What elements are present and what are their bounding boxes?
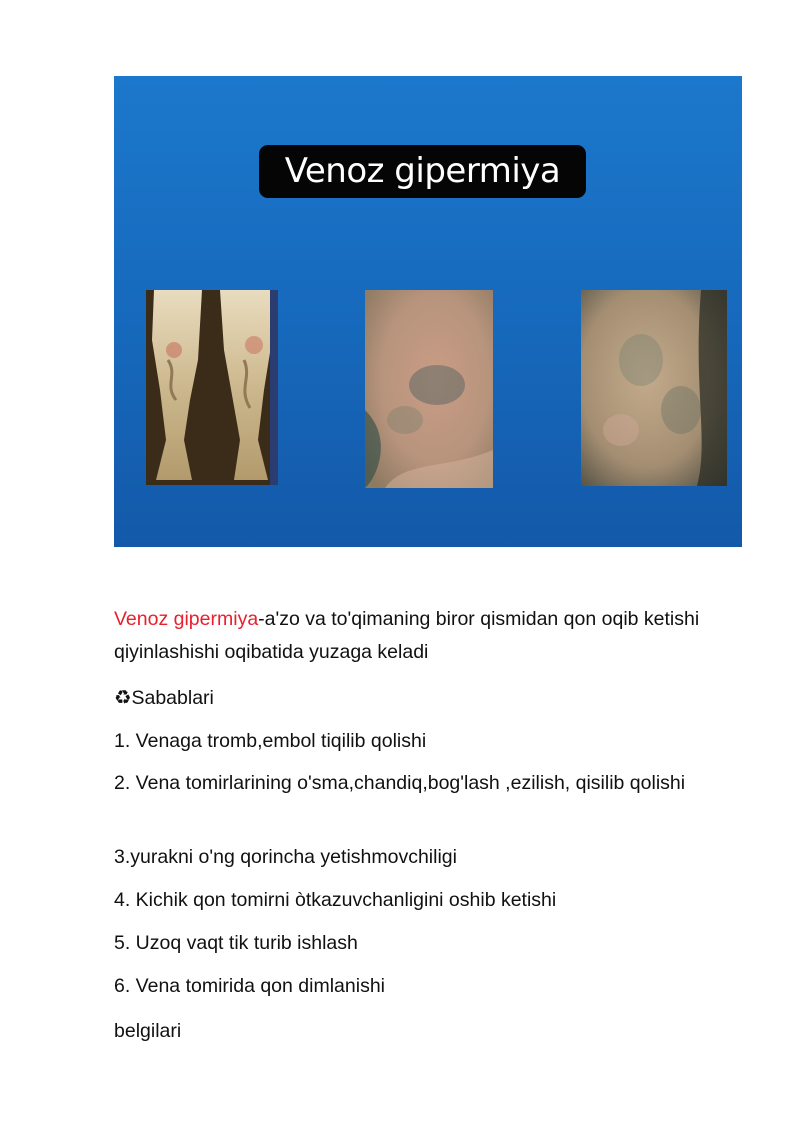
causes-heading-label: Sabablari [131, 687, 214, 709]
banner-title: Venoz gipermiya [259, 145, 586, 198]
cause-item: 2. Vena tomirlarining o'sma,chandiq,bog'lash ,ezilish, qisilib qolishi [114, 772, 686, 794]
recycle-icon: ♻ [114, 687, 132, 709]
cause-item: 3.yurakni o'ng qorincha yetishmovchiligi [114, 846, 457, 868]
leg-discoloration-photo [581, 290, 727, 486]
definition-term: Venoz gipermiya [114, 608, 259, 630]
cause-item: 1. Venaga tromb,embol tiqilib qolishi [114, 730, 427, 752]
cause-item: 6. Vena tomirida qon dimlanishi [114, 975, 385, 997]
cause-item: 5. Uzoq vaqt tik turib ishlash [114, 932, 358, 954]
venous-hyperemia-banner [114, 76, 742, 547]
cause-item: 4. Kichik qon tomirni òtkazuvchanligini oshib ketishi [114, 889, 557, 911]
signs-heading [114, 1014, 181, 1048]
knee-hyperemia-photo [365, 290, 493, 488]
causes-heading [114, 681, 214, 715]
definition-text: -a'zo va to'qimaning biror qismidan qon oqib ketishi qiyinlashishi oqibatida yuzaga keladi [114, 608, 700, 663]
definition-paragraph [114, 603, 744, 669]
signs-heading-label: belgilari [114, 1020, 182, 1042]
legs-varicose-photo [146, 290, 278, 485]
